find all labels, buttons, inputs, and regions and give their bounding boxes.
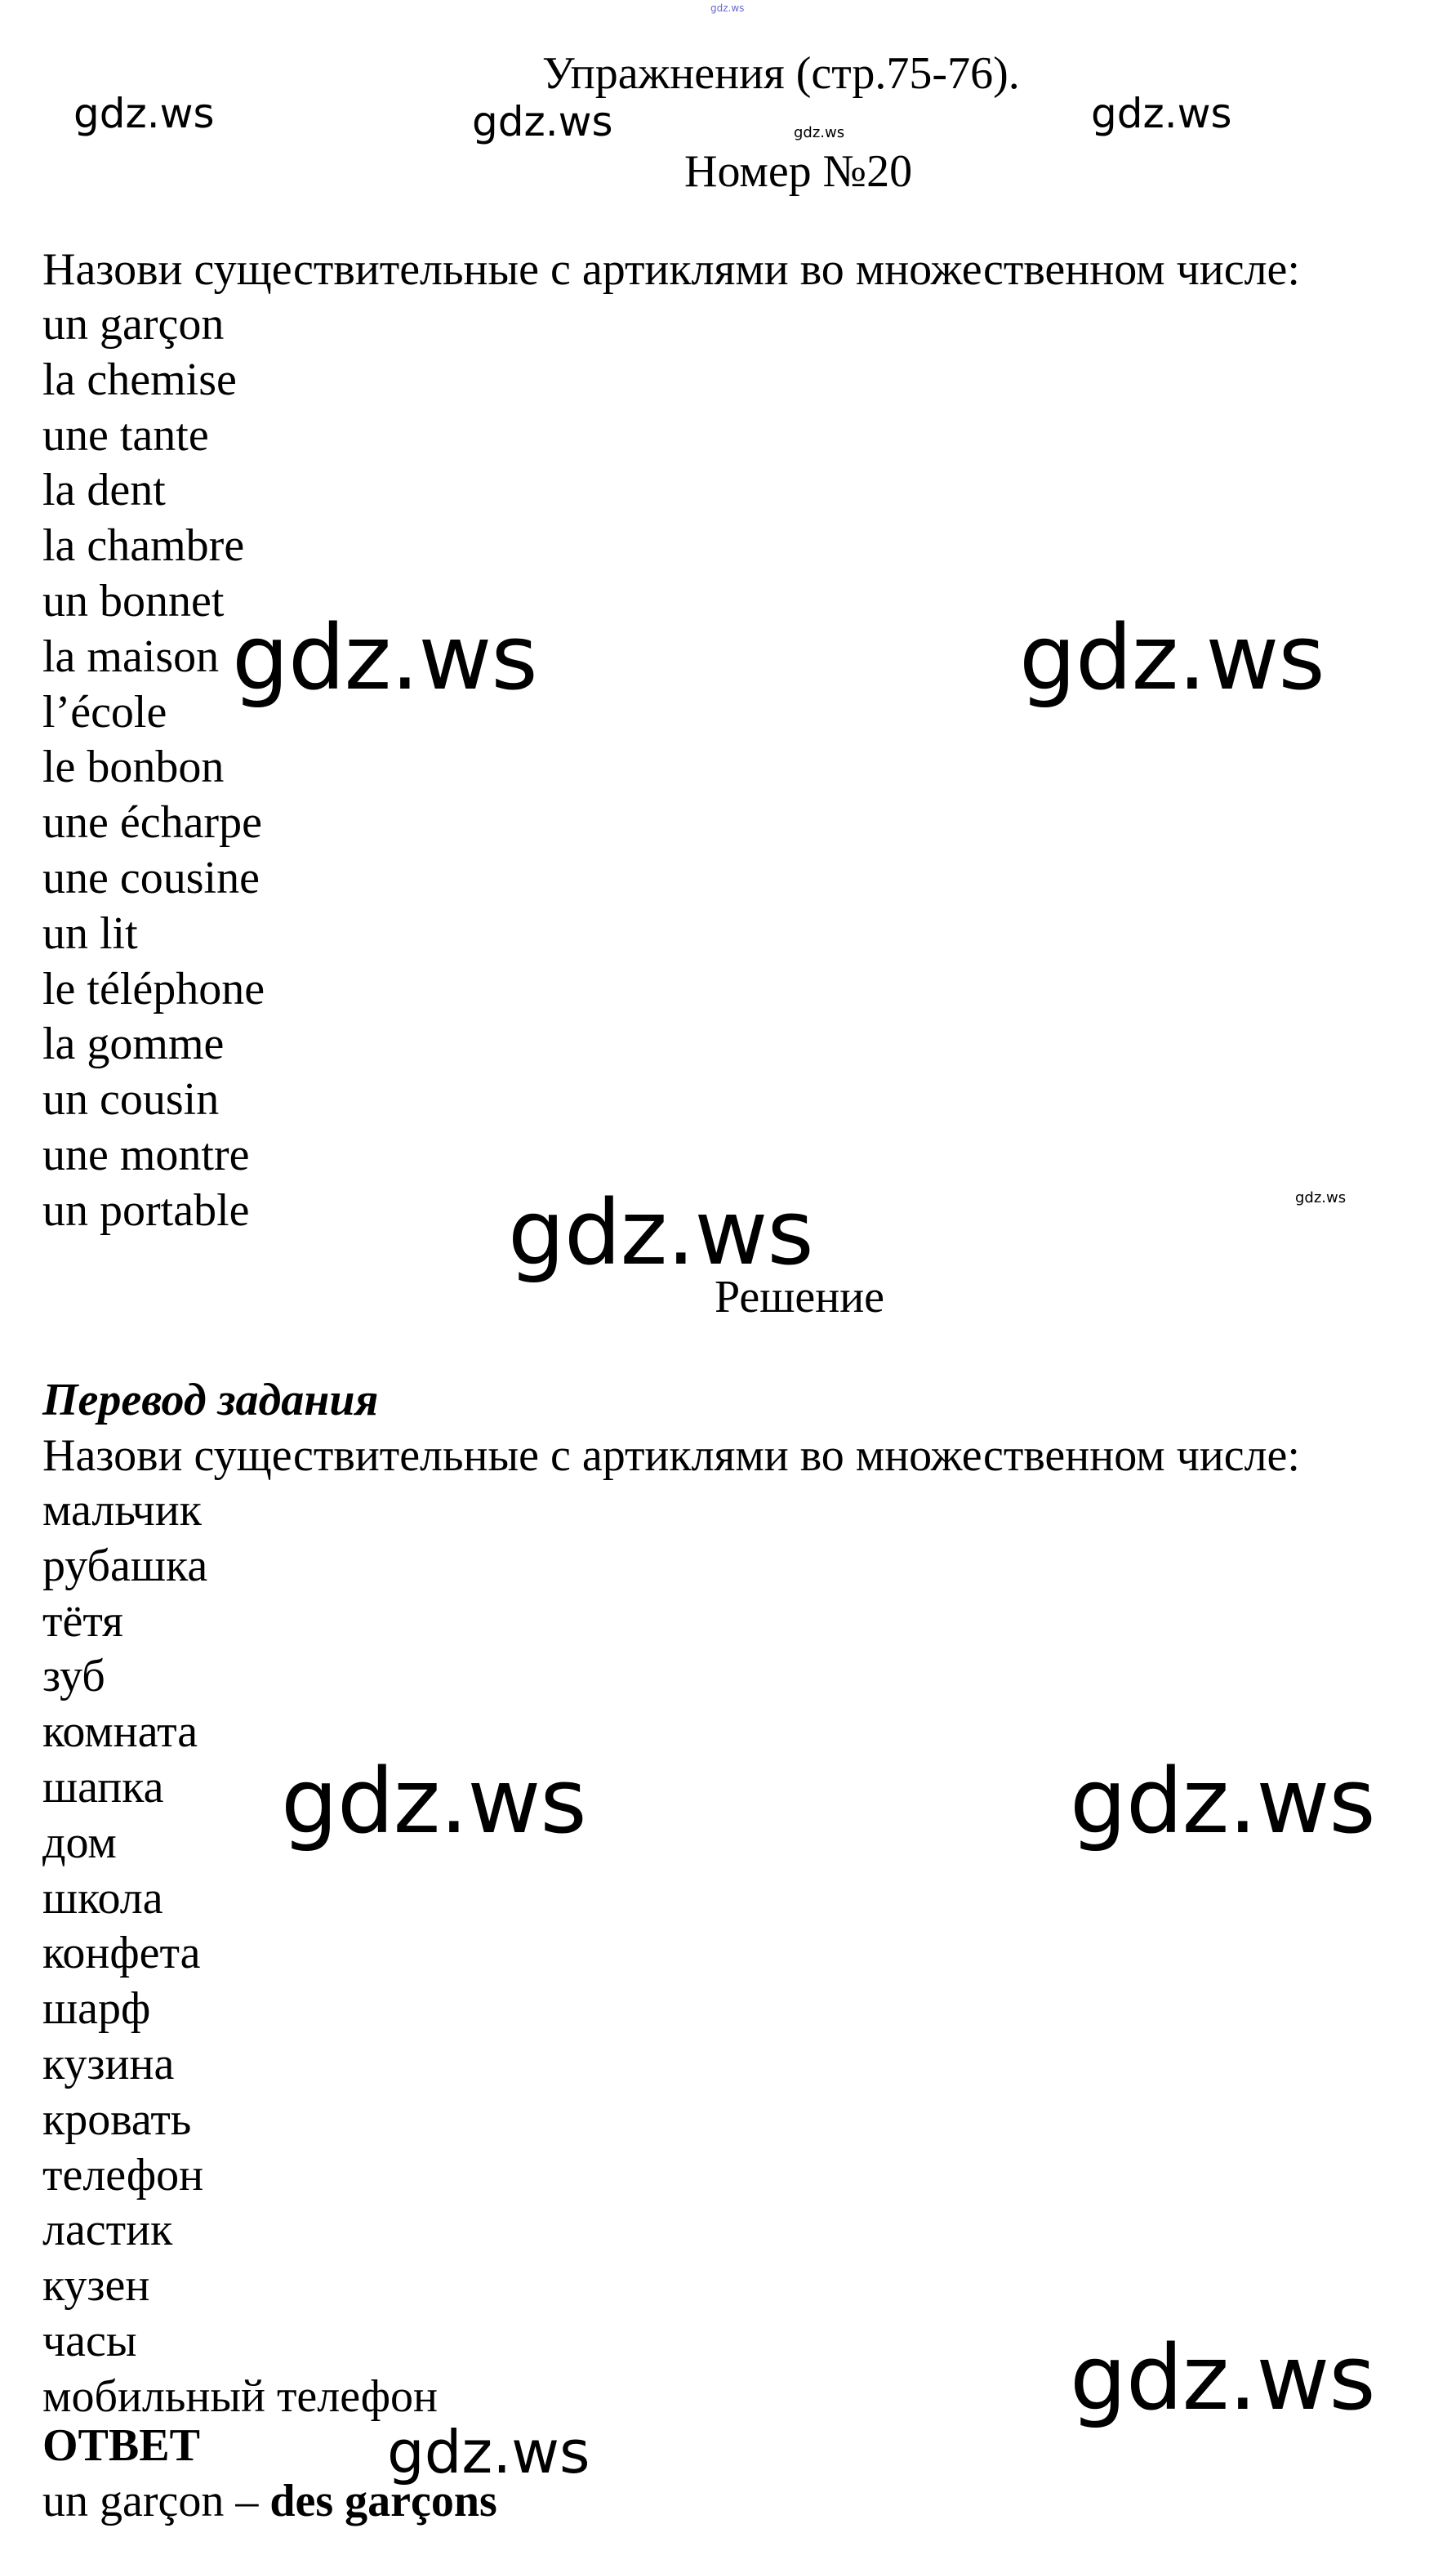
list-item: школа <box>42 1872 163 1924</box>
list-item: un garçon <box>42 299 225 350</box>
watermark-top-tiny: gdz.ws <box>794 124 845 141</box>
list-item: мобильный телефон <box>42 2370 439 2422</box>
list-item: la dent <box>42 465 166 516</box>
translation-word-list <box>42 1483 438 2425</box>
list-item: la chambre <box>42 520 245 572</box>
answer-plural: des garçons <box>269 2476 497 2526</box>
list-item: телефон <box>42 2149 204 2201</box>
list-item: конфета <box>42 1928 201 1979</box>
list-item: комната <box>42 1706 198 1758</box>
answer-heading: ОТВЕТ <box>42 2420 200 2471</box>
list-item: шапка <box>42 1761 164 1813</box>
list-item: un portable <box>42 1184 250 1236</box>
watermark-bottom-center: gdz.ws <box>387 2418 590 2486</box>
watermark-translation-left: gdz.ws <box>281 1749 586 1853</box>
list-item: ластик <box>42 2205 173 2256</box>
watermark-top-right: gdz.ws <box>1091 90 1232 137</box>
list-item: une montre <box>42 1129 250 1180</box>
answer-separator: – <box>235 2476 259 2526</box>
list-item: дом <box>42 1817 117 1868</box>
list-item: часы <box>42 2315 137 2366</box>
watermark-bottom-right: gdz.ws <box>1070 2326 1375 2430</box>
list-item: une cousine <box>42 852 260 903</box>
list-item: un bonnet <box>42 575 225 627</box>
list-item: кузина <box>42 2038 175 2089</box>
list-item: une écharpe <box>42 797 262 849</box>
translation-heading: Перевод задания <box>42 1375 379 1425</box>
solution-heading: Решение <box>715 1272 885 1322</box>
list-item: un cousin <box>42 1074 220 1126</box>
watermark-list-bottom: gdz.ws <box>508 1180 813 1285</box>
list-item: un lit <box>42 907 138 959</box>
list-item: тётя <box>42 1595 123 1647</box>
answer-singular: un garçon <box>42 2476 225 2526</box>
task-prompt: Назови существительные с артиклями во множественном числе: <box>42 244 1300 295</box>
list-item: la chemise <box>42 354 237 405</box>
watermark-micro: gdz.ws <box>710 2 745 14</box>
answer-line <box>42 2478 497 2524</box>
list-item: le bonbon <box>42 742 225 793</box>
watermark-translation-right: gdz.ws <box>1070 1749 1375 1853</box>
list-item: зуб <box>42 1651 105 1702</box>
watermark-top-center: gdz.ws <box>472 98 613 145</box>
watermark-mid-tiny: gdz.ws <box>1295 1189 1347 1206</box>
list-item: мальчик <box>42 1485 202 1536</box>
watermark-mid-right: gdz.ws <box>1019 605 1325 710</box>
list-item: рубашка <box>42 1540 208 1591</box>
watermark-mid-left: gdz.ws <box>232 605 537 710</box>
list-item: le téléphone <box>42 963 265 1014</box>
watermark-top-left: gdz.ws <box>73 90 215 137</box>
task-word-list <box>42 297 265 1239</box>
list-item: l’école <box>42 686 167 738</box>
list-item: une tante <box>42 409 209 461</box>
translation-prompt: Назови существительные с артиклями во множественном числе: <box>42 1430 1300 1481</box>
list-item: кузен <box>42 2260 150 2312</box>
page-title: Упражнения (стр.75-76). <box>542 48 1020 99</box>
exercise-number: Номер №20 <box>684 146 913 197</box>
list-item: кровать <box>42 2094 192 2145</box>
list-item: шарф <box>42 1983 151 2035</box>
list-item: la maison <box>42 631 220 682</box>
list-item: la gomme <box>42 1019 225 1070</box>
